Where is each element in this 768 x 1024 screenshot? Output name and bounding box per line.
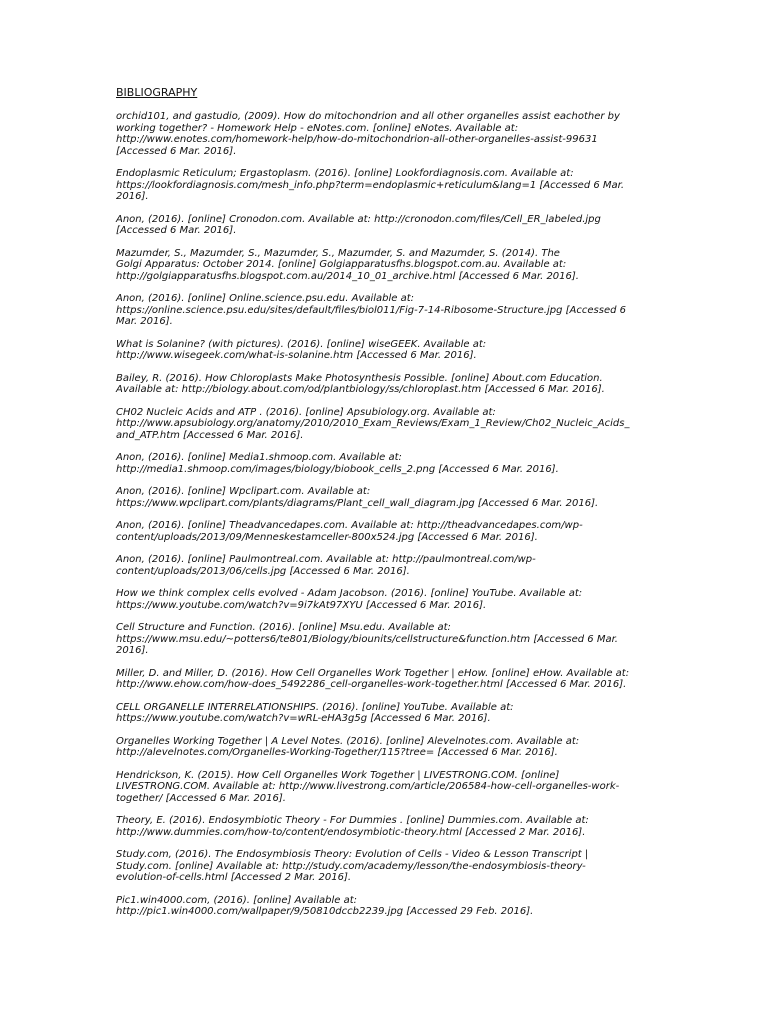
bibliography-entry: Anon, (2016). [online] Paulmontreal.com. Available at: http://paulmontreal.com/wp- content/uploads/2013/06/cells.jpg [Accessed 6 Mar. 2016].	[116, 554, 536, 577]
bibliography-entry: Bailey, R. (2016). How Chloroplasts Make Photosynthesis Possible. [online] About.com Education. Available at: http://biology.about.com/od/plantbiology/ss/chloroplast.htm [Accessed 6 Mar. 2016].	[116, 372, 605, 395]
bibliography-heading: BIBLIOGRAPHY	[116, 86, 198, 99]
bibliography-entry: Theory, E. (2016). Endosymbiotic Theory - For Dummies . [online] Dummies.com. Available at: http://www.dummies.com/how-to/content/endosymbiotic-theory.html [Accessed 2 Mar. 2016].	[116, 815, 589, 838]
bibliography-list	[116, 111, 656, 918]
bibliography-entry: Pic1.win4000.com, (2016). [online] Available at: http://pic1.win4000.com/wallpaper/9/50810dccb2239.jpg [Accessed 29 Feb. 2016].	[116, 894, 534, 917]
bibliography-entry: Cell Structure and Function. (2016). [online] Msu.edu. Available at: https://www.msu.edu/~potters6/te801/Biology/biounits/cellstructure&function.htm [Accessed 6 Mar. 2016].	[116, 622, 618, 656]
bibliography-entry: Anon, (2016). [online] Cronodon.com. Available at: http://cronodon.com/files/Cell_ER_labeled.jpg [Accessed 6 Mar. 2016].	[116, 213, 601, 236]
document-page	[116, 86, 656, 929]
bibliography-entry: Anon, (2016). [online] Theadvancedapes.com. Available at: http://theadvancedapes.com/wp- content/uploads/2013/09/Menneskestamceller-800x524.jpg [Accessed 6 Mar. 2016].	[116, 520, 583, 543]
bibliography-entry: Endoplasmic Reticulum; Ergastoplasm. (2016). [online] Lookfordiagnosis.com. Available at: https://lookfordiagnosis.com/mesh_info.php?term=endoplasmic+reticulum&lang=1 [Accessed 6 Mar. 2016].	[116, 168, 625, 202]
bibliography-entry: Miller, D. and Miller, D. (2016). How Cell Organelles Work Together | eHow. [online] eHow. Available at: http://www.ehow.com/how-does_5492286_cell-organelles-work-together.html [Accessed 6 Mar. 2016].	[116, 667, 630, 690]
bibliography-entry: orchid101, and gastudio, (2009). How do mitochondrion and all other organelles assist eachother by working together? - Homework Help - eNotes.com. [online] eNotes. Available at: http://www.enotes.com/homework-help/how-do-mitochondrion-all-other-organelles-assist-99631 [Accessed 6 Mar. 2016].	[116, 111, 620, 157]
bibliography-entry: Anon, (2016). [online] Media1.shmoop.com. Available at: http://media1.shmoop.com/images/biology/biobook_cells_2.png [Accessed 6 Mar. 2016].	[116, 452, 559, 475]
bibliography-entry: CELL ORGANELLE INTERRELATIONSHIPS. (2016). [online] YouTube. Available at: https://www.youtube.com/watch?v=wRL-eHA3g5g [Accessed 6 Mar. 2016].	[116, 701, 514, 724]
bibliography-entry: Hendrickson, K. (2015). How Cell Organelles Work Together | LIVESTRONG.COM. [online] LIVESTRONG.COM. Available at: http://www.livestrong.com/article/206584-how-cell-organelles-work- together/ [Accessed 6 Mar. 2016].	[116, 769, 620, 804]
bibliography-entry: Anon, (2016). [online] Online.science.psu.edu. Available at: https://online.science.psu.edu/sites/default/files/biol011/Fig-7-14-Ribosome-Structure.jpg [Accessed 6 Mar. 2016].	[116, 293, 626, 327]
bibliography-entry: Mazumder, S., Mazumder, S., Mazumder, S., Mazumder, S. and Mazumder, S. (2014). The Golgi Apparatus: October 2014. [online] Golgiapparatusfhs.blogspot.com.au. Available at: http://golgiapparatusfhs.blogspot.com.au/2014_10_01_archive.html [Accessed 6 Mar. 2016].	[116, 247, 579, 282]
bibliography-entry: Organelles Working Together | A Level Notes. (2016). [online] Alevelnotes.com. Available at: http://alevelnotes.com/Organelles-Working-Together/115?tree= [Accessed 6 Mar. 2016].	[116, 735, 580, 758]
bibliography-entry: What is Solanine? (with pictures). (2016). [online] wiseGEEK. Available at: http://www.wisegeek.com/what-is-solanine.htm [Accessed 6 Mar. 2016].	[116, 338, 487, 361]
bibliography-entry: CH02 Nucleic Acids and ATP . (2016). [online] Apsubiology.org. Available at: http://www.apsubiology.org/anatomy/2010/2010_Exam_Reviews/Exam_1_Review/Ch02_Nucleic_Acids_ and_ATP.htm [Accessed 6 Mar. 2016].	[116, 406, 630, 441]
bibliography-entry: How we think complex cells evolved - Adam Jacobson. (2016). [online] YouTube. Available at: https://www.youtube.com/watch?v=9i7kAt97XYU [Accessed 6 Mar. 2016].	[116, 588, 583, 611]
bibliography-entry: Study.com, (2016). The Endosymbiosis Theory: Evolution of Cells - Video & Lesson Transcript | Study.com. [online] Available at: http://study.com/academy/lesson/the-endosymbiosis-theory- evolution-of-cells.html [Accessed 2 Mar. 2016].	[116, 849, 589, 883]
bibliography-entry: Anon, (2016). [online] Wpclipart.com. Available at: https://www.wpclipart.com/plants/diagrams/Plant_cell_wall_diagram.jpg [Accessed 6 Mar. 2016].	[116, 486, 599, 509]
